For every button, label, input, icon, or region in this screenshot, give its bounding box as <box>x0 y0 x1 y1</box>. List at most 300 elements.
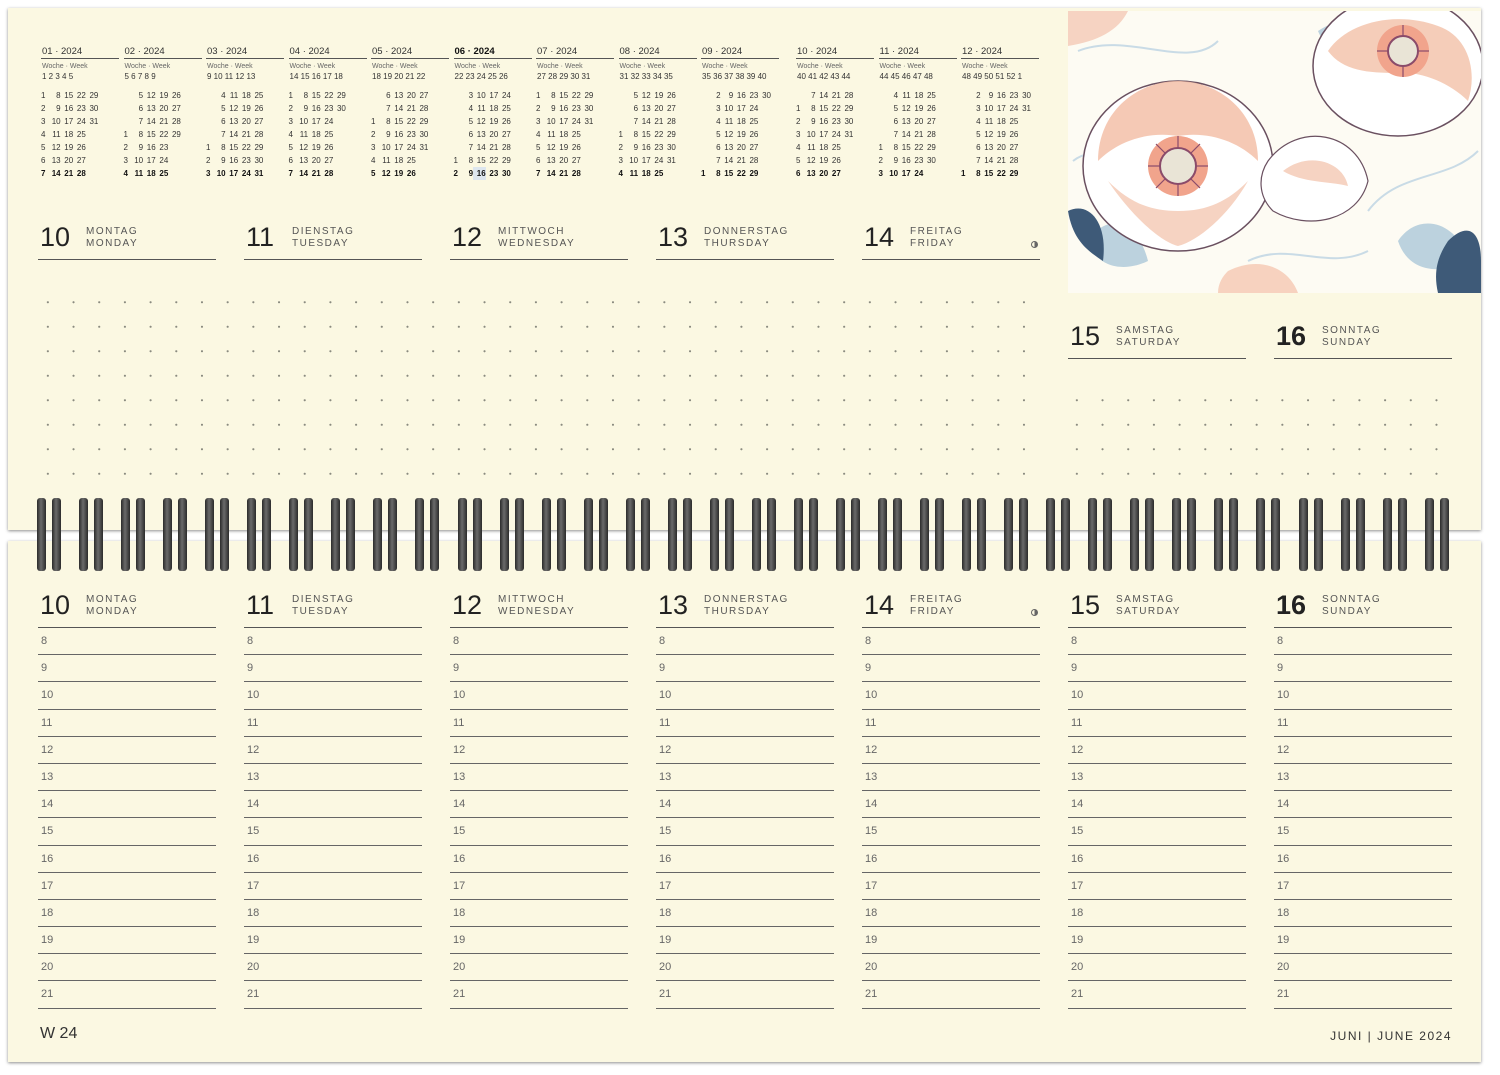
mini-calendar-day: 18 <box>736 117 746 126</box>
spiral-ring <box>1299 498 1325 571</box>
mini-calendar-day: 13 <box>806 169 816 178</box>
mini-calendar-day: 23 <box>749 91 759 100</box>
mini-calendar-day: 22 <box>406 117 416 126</box>
mini-calendar-day: 20 <box>819 169 829 178</box>
mini-calendar-day <box>758 154 771 167</box>
mini-calendar-day: 19 <box>736 130 746 139</box>
mini-calendar <box>206 41 284 191</box>
mini-calendar-day: 4 <box>123 169 128 178</box>
hour-slot[interactable]: 16 <box>38 846 216 873</box>
mini-calendar-day: 28 <box>254 130 264 139</box>
mini-calendar-day: 22 <box>736 169 746 178</box>
hour-slot[interactable]: 10 <box>1274 682 1452 709</box>
mini-calendar-row <box>619 115 697 128</box>
mini-calendar-day: 23 <box>831 117 841 126</box>
mini-calendar-day: 9 <box>811 117 816 126</box>
mini-calendar-day: 18 <box>489 104 499 113</box>
mini-calendar-row <box>796 89 874 102</box>
hour-slot[interactable]: 20 <box>38 954 216 981</box>
mini-calendar-day: 26 <box>171 91 181 100</box>
mini-calendar-day: 10 <box>381 143 391 152</box>
hour-slot[interactable]: 18 <box>450 900 628 927</box>
mini-calendar-day: 28 <box>171 117 181 126</box>
hour-slot[interactable]: 8 <box>450 628 628 655</box>
hour-slot[interactable]: 13 <box>450 764 628 791</box>
hour-slot[interactable]: 12 <box>656 737 834 764</box>
mini-calendar-day: 2 <box>371 130 376 139</box>
mini-calendar-day: 22 <box>241 143 251 152</box>
hour-slot[interactable]: 19 <box>862 927 1040 954</box>
hour-slot[interactable]: 15 <box>656 818 834 845</box>
hour-slot[interactable]: 18 <box>38 900 216 927</box>
mini-calendar-day: 28 <box>926 130 936 139</box>
day-name-english: FRIDAY <box>910 606 955 617</box>
hour-slot[interactable]: 12 <box>1274 737 1452 764</box>
hour-slot[interactable]: 18 <box>656 900 834 927</box>
hour-slot[interactable]: 17 <box>656 873 834 900</box>
hour-slot[interactable]: 19 <box>1274 927 1452 954</box>
hour-slot[interactable]: 11 <box>862 710 1040 737</box>
mini-calendar-day: 11 <box>902 91 911 100</box>
hour-slot[interactable]: 21 <box>1274 981 1452 1008</box>
mini-calendar-day: 19 <box>559 143 569 152</box>
mini-calendar-day: 16 <box>394 130 404 139</box>
mini-calendar-day: 13 <box>901 117 911 126</box>
mini-calendar-day: 25 <box>406 156 416 165</box>
hour-slot[interactable]: 8 <box>1068 628 1246 655</box>
mini-calendar-day: 27 <box>254 117 264 126</box>
mini-calendar-day <box>86 154 99 167</box>
hour-slot[interactable]: 18 <box>244 900 422 927</box>
mini-calendar-day: 13 <box>146 104 156 113</box>
mini-calendar-day: 17 <box>394 143 404 152</box>
mini-calendar-day: 24 <box>241 169 251 178</box>
mini-calendar-day: 30 <box>762 91 771 100</box>
mini-calendar-day: 6 <box>138 104 144 113</box>
mini-calendar-day: 6 <box>41 156 46 165</box>
mini-calendar-day: 20 <box>406 91 416 100</box>
hour-slot[interactable]: 15 <box>38 818 216 845</box>
day-name-german: DIENSTAG <box>292 594 355 605</box>
week-number-label: W 24 <box>40 1025 78 1042</box>
spiral-ring <box>710 498 736 571</box>
mini-calendar-day: 10 <box>546 117 556 126</box>
mini-calendar-day <box>581 128 594 141</box>
mini-calendar-day: 9 <box>303 104 309 113</box>
hour-slot[interactable]: 16 <box>862 846 1040 873</box>
mini-calendar-day: 13 <box>984 143 994 152</box>
mini-calendar-day: 6 <box>536 156 541 165</box>
mini-calendar <box>701 41 779 191</box>
hour-slot[interactable]: 21 <box>656 981 834 1008</box>
mini-calendar-day: 8 <box>468 156 474 165</box>
mini-calendar-day <box>1018 167 1031 180</box>
hour-slot[interactable]: 10 <box>450 682 628 709</box>
hour-slot[interactable]: 13 <box>862 764 1040 791</box>
hour-slot[interactable]: 18 <box>862 900 1040 927</box>
spiral-ring <box>542 498 568 571</box>
mini-calendar-day: 5 <box>716 130 721 139</box>
hour-slot[interactable]: 11 <box>1068 710 1246 737</box>
mini-calendar-day: 7 <box>811 91 816 100</box>
mini-calendar-day: 19 <box>394 169 404 178</box>
hour-slot[interactable]: 17 <box>38 873 216 900</box>
mini-calendar-day: 26 <box>76 143 86 152</box>
mini-calendar-day <box>454 128 461 141</box>
mini-calendar-row <box>454 154 532 167</box>
mini-calendar-day: 27 <box>324 156 334 165</box>
day-name-german: DONNERSTAG <box>704 594 789 605</box>
mini-calendar-day <box>454 141 461 154</box>
mini-calendar-day: 31 <box>844 130 854 139</box>
hour-slot[interactable]: 14 <box>862 791 1040 818</box>
mini-calendar-day: 21 <box>489 143 499 152</box>
mini-calendar-day: 8 <box>303 91 309 100</box>
day-name-english: FRIDAY <box>910 238 955 249</box>
mini-calendar-week-numbers: 5 6 7 8 9 <box>124 72 156 81</box>
mini-calendar-day: 9 <box>56 104 61 113</box>
mini-calendar-day: 20 <box>241 117 251 126</box>
mini-calendar-day: 11 <box>807 143 816 152</box>
mini-calendar-day: 27 <box>76 156 86 165</box>
mini-calendar-day <box>168 141 181 154</box>
spiral-ring <box>163 498 189 571</box>
mini-calendar-day: 10 <box>889 169 899 178</box>
hour-slot[interactable]: 10 <box>1068 682 1246 709</box>
hour-slot[interactable]: 13 <box>38 764 216 791</box>
mini-calendar-day: 14 <box>51 169 61 178</box>
spiral-ring <box>289 498 315 571</box>
mini-calendar-day: 3 <box>716 104 721 113</box>
hour-slot[interactable]: 8 <box>38 628 216 655</box>
mini-calendar-day: 29 <box>419 117 429 126</box>
mini-calendar-day: 5 <box>796 156 801 165</box>
hour-slot[interactable]: 12 <box>1068 737 1246 764</box>
hour-slot[interactable]: 14 <box>1274 791 1452 818</box>
mini-calendar-week-label: Woche · Week <box>289 63 336 70</box>
mini-calendar-day: 8 <box>386 117 391 126</box>
hour-slot[interactable]: 10 <box>244 682 422 709</box>
day-number: 12 <box>452 590 483 620</box>
mini-calendar-day: 25 <box>831 143 841 152</box>
mini-calendar-row <box>206 115 284 128</box>
hour-slot[interactable]: 9 <box>1274 655 1452 682</box>
mini-calendar-day: 3 <box>536 117 541 126</box>
hour-slot[interactable]: 9 <box>656 655 834 682</box>
mini-calendar-day: 27 <box>571 156 581 165</box>
hour-slot[interactable]: 15 <box>1068 818 1246 845</box>
mini-calendar-day: 29 <box>666 130 676 139</box>
mini-calendar-day: 3 <box>878 169 883 178</box>
mini-calendar-day: 3 <box>796 130 801 139</box>
day-name-german: MONTAG <box>86 594 139 605</box>
mini-calendar-day: 29 <box>171 130 181 139</box>
hour-slot[interactable]: 14 <box>38 791 216 818</box>
mini-calendar-day: 26 <box>406 169 416 178</box>
moon-phase-icon <box>1031 609 1038 616</box>
mini-calendar-day: 18 <box>394 156 404 165</box>
hour-slot[interactable]: 8 <box>244 628 422 655</box>
mini-calendar-day: 21 <box>159 117 169 126</box>
hour-slot[interactable]: 20 <box>1274 954 1452 981</box>
day-number: 15 <box>1070 321 1101 351</box>
spiral-ring <box>247 498 273 571</box>
day-name-german: FREITAG <box>910 226 964 237</box>
hour-slot[interactable]: 15 <box>1274 818 1452 845</box>
day-column <box>1274 588 1452 1009</box>
day-header <box>656 220 834 260</box>
mini-calendar-day: 17 <box>996 104 1006 113</box>
hour-slot[interactable]: 21 <box>862 981 1040 1008</box>
mini-calendar-row <box>536 154 614 167</box>
mini-calendar-day: 17 <box>489 91 499 100</box>
mini-calendar-day <box>371 102 378 115</box>
mini-calendar-row <box>289 102 367 115</box>
floral-illustration <box>1068 11 1481 293</box>
mini-calendar-day: 7 <box>468 143 474 152</box>
hour-slot[interactable]: 19 <box>656 927 834 954</box>
hour-slot[interactable]: 12 <box>244 737 422 764</box>
mini-calendar-title: 09 · 2024 <box>701 41 779 59</box>
mini-calendar-row <box>371 167 449 180</box>
hour-slot[interactable]: 20 <box>1068 954 1246 981</box>
mini-calendar-row <box>41 167 119 180</box>
hour-slot[interactable]: 17 <box>1274 873 1452 900</box>
mini-calendar-day <box>701 89 708 102</box>
hour-slot[interactable]: 15 <box>450 818 628 845</box>
mini-calendar-day: 22 <box>914 143 924 152</box>
hour-slot[interactable]: 19 <box>450 927 628 954</box>
mini-calendar-day: 21 <box>241 130 251 139</box>
mini-calendar-day: 23 <box>76 104 86 113</box>
hour-slot[interactable]: 20 <box>656 954 834 981</box>
mini-calendar-day: 20 <box>489 130 499 139</box>
mini-calendar-day <box>961 89 968 102</box>
hour-slot[interactable]: 17 <box>450 873 628 900</box>
hour-slot[interactable]: 15 <box>862 818 1040 845</box>
mini-calendar-day: 16 <box>229 156 239 165</box>
hour-slot[interactable]: 11 <box>244 710 422 737</box>
mini-calendar-day: 2 <box>618 143 623 152</box>
day-name-english: TUESDAY <box>292 238 349 249</box>
mini-calendar-day: 3 <box>123 156 128 165</box>
hour-slot[interactable]: 9 <box>1068 655 1246 682</box>
hour-slot[interactable]: 20 <box>862 954 1040 981</box>
mini-calendar-day: 16 <box>901 156 911 165</box>
mini-calendar-row <box>701 102 779 115</box>
mini-calendar-day: 5 <box>41 143 46 152</box>
mini-calendar-day: 1 <box>536 91 541 100</box>
mini-calendar-row <box>289 154 367 167</box>
mini-calendar-day: 2 <box>796 117 801 126</box>
mini-calendar-day: 25 <box>76 130 86 139</box>
hour-slot[interactable]: 10 <box>656 682 834 709</box>
hour-slot[interactable]: 20 <box>450 954 628 981</box>
hour-slot[interactable]: 16 <box>1068 846 1246 873</box>
hour-slot[interactable]: 10 <box>38 682 216 709</box>
hour-slot[interactable]: 20 <box>244 954 422 981</box>
hour-slot[interactable]: 21 <box>450 981 628 1008</box>
mini-calendar-row <box>41 128 119 141</box>
hour-slot[interactable]: 13 <box>244 764 422 791</box>
mini-calendar-row <box>879 167 957 180</box>
hour-slot[interactable]: 21 <box>1068 981 1246 1008</box>
mini-calendar-day: 27 <box>1009 143 1019 152</box>
hour-slot[interactable]: 17 <box>244 873 422 900</box>
mini-calendar-day: 19 <box>64 143 74 152</box>
mini-calendar-day: 17 <box>736 104 746 113</box>
hour-slot[interactable]: 11 <box>656 710 834 737</box>
day-header <box>244 220 422 260</box>
mini-calendar-day <box>701 128 708 141</box>
mini-calendar-day: 5 <box>288 143 293 152</box>
spiral-ring <box>373 498 399 571</box>
mini-calendar-day: 4 <box>536 130 541 139</box>
hour-slot[interactable]: 14 <box>1068 791 1246 818</box>
mini-calendar-day <box>206 115 213 128</box>
hour-slot[interactable]: 10 <box>862 682 1040 709</box>
day-header <box>38 220 216 260</box>
day-header <box>1068 319 1246 359</box>
hour-slot[interactable]: 21 <box>38 981 216 1008</box>
hour-slot[interactable]: 9 <box>862 655 1040 682</box>
mini-calendar-day: 10 <box>299 117 309 126</box>
hour-slot[interactable]: 16 <box>1274 846 1452 873</box>
hour-slot[interactable]: 12 <box>450 737 628 764</box>
mini-calendar-day: 31 <box>584 117 594 126</box>
hour-slot[interactable]: 14 <box>450 791 628 818</box>
day-name-german: SONNTAG <box>1322 325 1382 336</box>
hour-slot[interactable]: 11 <box>38 710 216 737</box>
mini-calendar-day: 24 <box>571 117 581 126</box>
hour-slot[interactable]: 14 <box>656 791 834 818</box>
hour-slot[interactable]: 16 <box>450 846 628 873</box>
mini-calendar-day: 15 <box>559 91 569 100</box>
mini-calendar-day: 17 <box>641 156 651 165</box>
mini-calendar-row <box>701 141 779 154</box>
day-header <box>38 588 216 628</box>
mini-calendar-day: 18 <box>641 169 651 178</box>
hour-slot[interactable]: 17 <box>1068 873 1246 900</box>
mini-calendar-day: 11 <box>134 169 144 178</box>
hour-slot[interactable]: 16 <box>656 846 834 873</box>
hour-slot[interactable]: 11 <box>1274 710 1452 737</box>
mini-calendar-day: 24 <box>831 130 841 139</box>
mini-calendar-day: 12 <box>806 156 816 165</box>
hour-slot[interactable]: 15 <box>244 818 422 845</box>
hour-slot[interactable]: 9 <box>38 655 216 682</box>
hour-slot[interactable]: 12 <box>38 737 216 764</box>
spiral-ring <box>1256 498 1282 571</box>
mini-calendar-day: 9 <box>893 156 899 165</box>
mini-calendar-row <box>796 167 874 180</box>
hour-slot[interactable]: 18 <box>1068 900 1246 927</box>
mini-calendar-day: 2 <box>878 156 883 165</box>
spiral-binding <box>0 495 1500 575</box>
hour-slot[interactable]: 16 <box>244 846 422 873</box>
hour-slot[interactable]: 19 <box>244 927 422 954</box>
hour-slot[interactable]: 18 <box>1274 900 1452 927</box>
mini-calendar-title: 06 · 2024 <box>454 41 532 59</box>
mini-calendar-day: 28 <box>76 169 86 178</box>
mini-calendar-day: 6 <box>386 91 391 100</box>
mini-calendar-day <box>206 102 213 115</box>
hour-slot[interactable]: 17 <box>862 873 1040 900</box>
mini-calendar-day: 8 <box>551 91 556 100</box>
mini-calendar-day <box>454 102 461 115</box>
mini-calendar-day: 7 <box>536 169 541 178</box>
mini-calendar-day: 12 <box>901 104 911 113</box>
hour-slot[interactable]: 9 <box>244 655 422 682</box>
mini-calendar-row <box>206 102 284 115</box>
mini-calendar-day: 9 <box>988 91 994 100</box>
hour-slot[interactable]: 12 <box>862 737 1040 764</box>
mini-calendar-day: 12 <box>724 130 734 139</box>
mini-calendar-day: 27 <box>419 91 429 100</box>
mini-calendar-day: 20 <box>64 156 74 165</box>
mini-calendar-day: 17 <box>146 156 156 165</box>
mini-calendar-day: 5 <box>976 130 981 139</box>
mini-calendar-title: 11 · 2024 <box>879 41 957 59</box>
mini-calendar-day: 10 <box>984 104 994 113</box>
hour-slot[interactable]: 11 <box>450 710 628 737</box>
mini-calendar-day: 26 <box>749 130 759 139</box>
hour-slot[interactable]: 8 <box>1274 628 1452 655</box>
mini-calendar-row <box>124 128 202 141</box>
moon-phase-icon <box>1031 241 1038 248</box>
mini-calendar-row <box>536 89 614 102</box>
hour-slot[interactable]: 8 <box>656 628 834 655</box>
day-name-german: SAMSTAG <box>1116 325 1175 336</box>
mini-calendar-day: 26 <box>254 104 264 113</box>
mini-calendar-day: 13 <box>229 117 239 126</box>
mini-calendar-row <box>124 167 202 180</box>
mini-calendar-day: 11 <box>547 130 556 139</box>
hour-slot[interactable]: 19 <box>38 927 216 954</box>
mini-calendar-day: 3 <box>976 104 981 113</box>
mini-calendar-day: 24 <box>324 117 334 126</box>
mini-calendar-day: 20 <box>654 104 664 113</box>
mini-calendar-row <box>879 115 957 128</box>
mini-calendar-day: 17 <box>64 117 74 126</box>
hour-slot[interactable]: 21 <box>244 981 422 1008</box>
mini-calendar-row <box>536 115 614 128</box>
hour-slot[interactable]: 14 <box>244 791 422 818</box>
mini-calendar-title: 03 · 2024 <box>206 41 284 59</box>
hour-slot[interactable]: 8 <box>862 628 1040 655</box>
mini-calendar-day: 29 <box>501 156 511 165</box>
mini-calendar-day: 9 <box>551 104 556 113</box>
mini-calendar-day: 21 <box>736 156 746 165</box>
mini-calendar-day <box>168 167 181 180</box>
mini-calendar-day: 9 <box>221 156 226 165</box>
day-header <box>244 588 422 628</box>
mini-calendar-day: 28 <box>666 117 676 126</box>
hour-slot[interactable]: 13 <box>1274 764 1452 791</box>
mini-calendar-day: 6 <box>716 143 721 152</box>
hour-slot[interactable]: 19 <box>1068 927 1246 954</box>
mini-calendar-day: 28 <box>1009 156 1019 165</box>
mini-calendar-row <box>796 115 874 128</box>
hour-slot[interactable]: 13 <box>656 764 834 791</box>
mini-calendar-day: 1 <box>288 91 293 100</box>
mini-calendar-day: 23 <box>1009 91 1019 100</box>
mini-calendar-row <box>124 141 202 154</box>
spiral-ring <box>500 498 526 571</box>
hour-slot[interactable]: 13 <box>1068 764 1246 791</box>
hour-slot[interactable]: 9 <box>450 655 628 682</box>
day-name-german: DIENSTAG <box>292 226 355 237</box>
